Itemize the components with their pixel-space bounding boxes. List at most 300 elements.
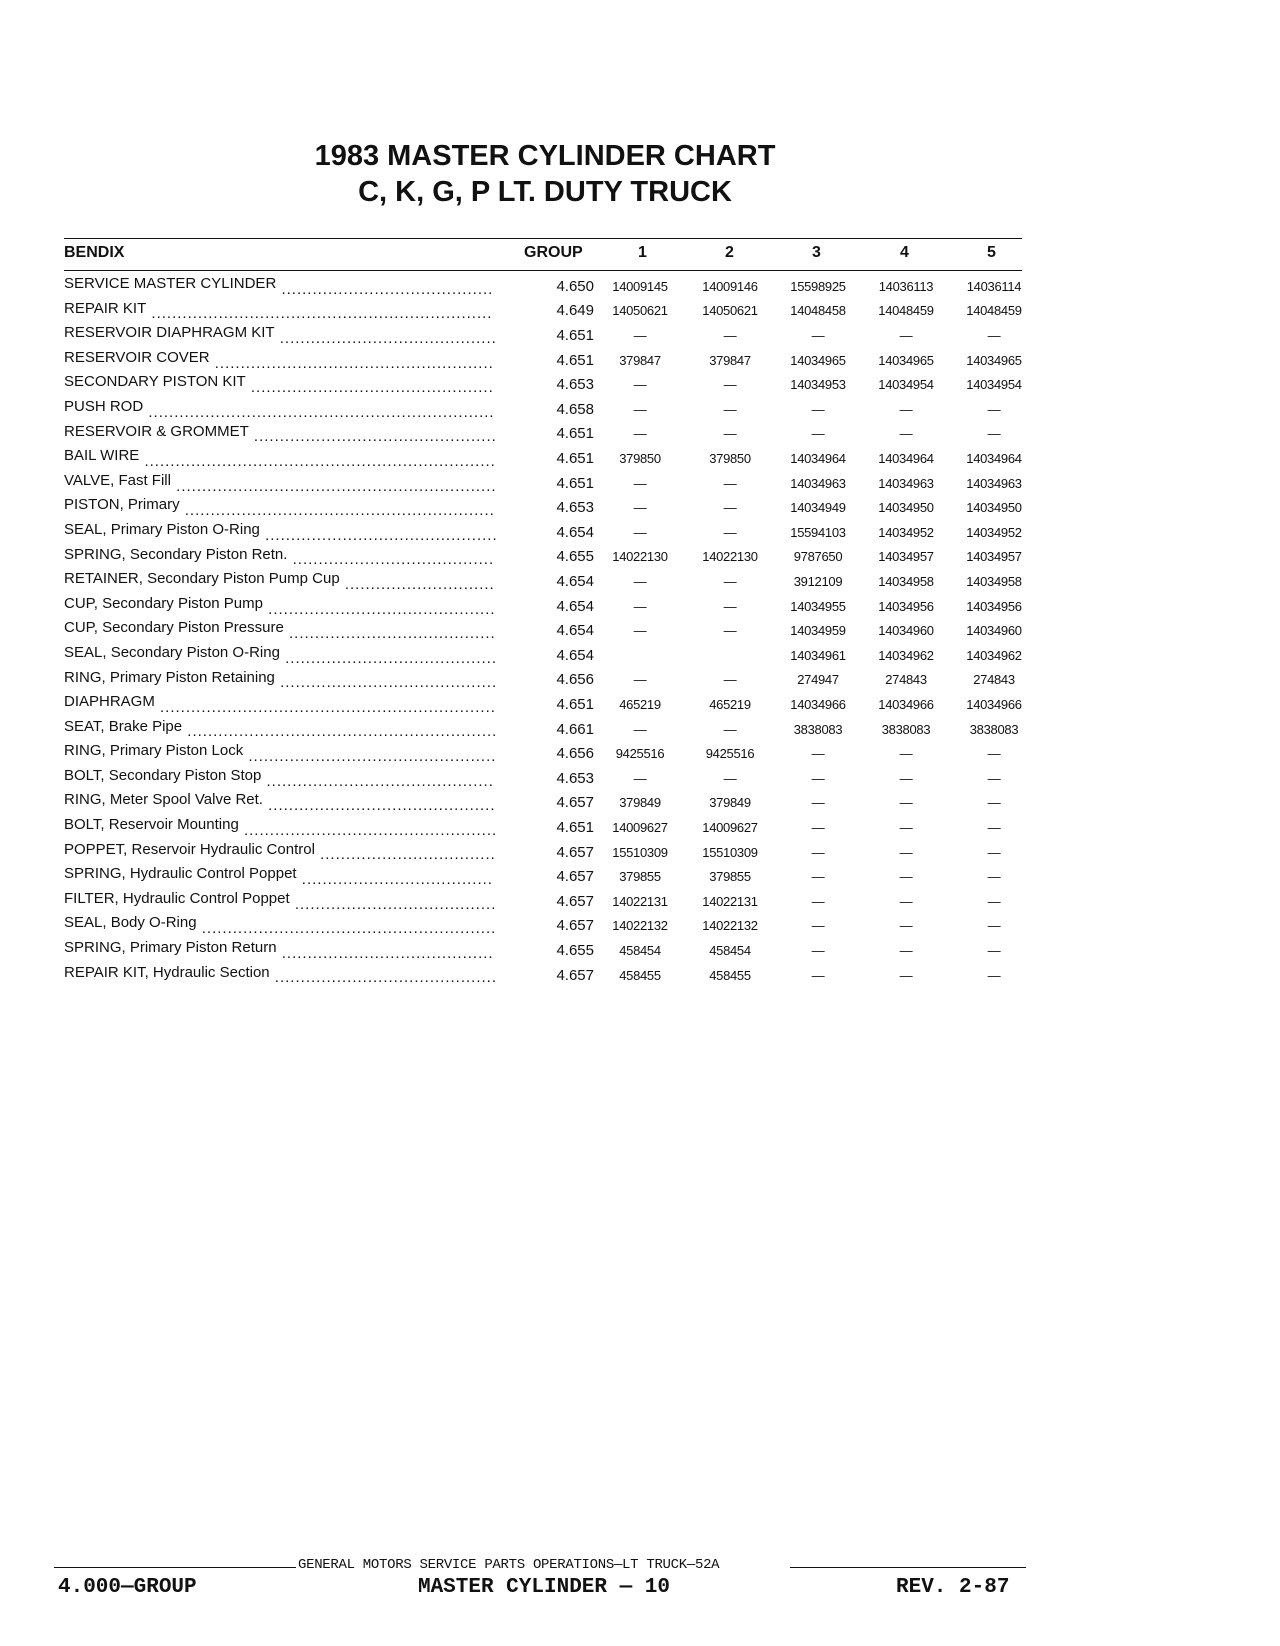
leader-dots: ............................................. (259, 526, 498, 544)
table-row (64, 964, 1038, 989)
part-description (64, 570, 504, 595)
part-number-col-5: 14034963 (966, 475, 1022, 491)
part-number-col-4: — (899, 770, 913, 786)
leader-dots: ................................................................... (143, 403, 495, 421)
table-header (64, 244, 1022, 266)
part-description-text: SEAL, Primary Piston O-Ring (64, 520, 260, 538)
table-row (64, 669, 1038, 694)
part-description-text: DIAPHRAGM (64, 693, 155, 711)
part-number-col-5: 14034956 (966, 598, 1022, 614)
part-description (64, 644, 504, 669)
title-line-2: C, K, G, P LT. DUTY TRUCK (358, 176, 732, 208)
part-number-col-4: — (899, 844, 913, 860)
part-number-col-5: 3838083 (969, 721, 1019, 737)
part-number-col-2: — (723, 672, 737, 688)
table-row (64, 546, 1038, 571)
part-number-col-4: 14034956 (878, 598, 934, 614)
table-row (64, 619, 1038, 644)
part-number-col-5: 14034954 (966, 377, 1022, 393)
part-description-text: BAIL WIRE (64, 447, 140, 465)
part-number-col-2: 9425516 (705, 746, 755, 762)
table-row (64, 324, 1038, 349)
part-number-col-1 (594, 644, 686, 669)
leader-dots: ......................................... (276, 944, 494, 962)
part-number-col-1: — (633, 770, 647, 786)
part-number-col-2: 379855 (709, 869, 751, 885)
part-number-col-1: 379849 (619, 795, 661, 811)
header-group: GROUP (524, 244, 583, 261)
group-number: 4.654 (556, 573, 594, 591)
part-number-col-3: — (811, 328, 825, 344)
leader-dots: .................................................................... (139, 452, 496, 470)
part-description (64, 890, 504, 915)
part-number-col-1: — (633, 524, 647, 540)
part-number-col-5: — (987, 401, 1001, 417)
part-number-col-4: — (899, 328, 913, 344)
part-number-col-1: 14050621 (612, 303, 668, 319)
part-description (64, 300, 504, 325)
part-description-text: RESERVOIR & GROMMET (64, 422, 249, 440)
table-row (64, 644, 1038, 669)
header-brand: BENDIX (64, 244, 125, 261)
leader-dots: ............................................ (262, 797, 496, 815)
part-description-text: SERVICE MASTER CYLINDER (64, 275, 277, 292)
part-number-col-4: 14034958 (878, 574, 934, 590)
part-number-col-5: — (987, 795, 1001, 811)
group-number: 4.651 (556, 425, 594, 443)
part-number-col-5: — (987, 967, 1001, 983)
part-number-col-1: — (633, 623, 647, 639)
part-number-col-4: 14034964 (878, 451, 934, 467)
group-number: 4.657 (556, 917, 594, 935)
part-description-text: VALVE, Fast Fill (64, 471, 171, 489)
part-description-text: SEAL, Body O-Ring (64, 914, 197, 932)
part-number-col-5: — (987, 893, 1001, 909)
part-number-col-2: — (723, 524, 737, 540)
part-number-col-4: — (899, 746, 913, 762)
part-number-col-3: — (811, 844, 825, 860)
part-number-col-3: — (811, 967, 825, 983)
part-number-col-3: 14034965 (790, 352, 846, 368)
group-number: 4.656 (556, 671, 594, 689)
part-number-col-4: — (899, 869, 913, 885)
part-description-text: SPRING, Secondary Piston Retn. (64, 545, 288, 563)
part-number-col-4: — (899, 401, 913, 417)
leader-dots: ............................................................ (179, 502, 495, 520)
part-number-col-1: — (633, 598, 647, 614)
footer-rule-right (790, 1567, 1026, 1568)
part-number-col-4: — (899, 967, 913, 983)
table-row (64, 718, 1038, 743)
group-number: 4.651 (556, 351, 594, 369)
part-description-text: RING, Primary Piston Retaining (64, 668, 275, 686)
group-number: 4.657 (556, 794, 594, 812)
part-number-col-3: 14034955 (790, 598, 846, 614)
footer-section-label: MASTER CYLINDER — 10 (417, 1576, 671, 1599)
part-number-col-3: 3838083 (793, 721, 843, 737)
leader-dots: ............................................... (248, 428, 497, 446)
part-number-col-3: — (811, 893, 825, 909)
part-number-col-2: — (723, 377, 737, 393)
header-col-3: 3 (812, 244, 821, 261)
table-row (64, 373, 1038, 398)
group-number: 4.654 (556, 622, 594, 640)
leader-dots: ................................................................. (154, 698, 496, 716)
part-number-col-1: 14022130 (612, 549, 668, 565)
table-row (64, 595, 1038, 620)
part-number-col-3: — (811, 795, 825, 811)
part-number-col-2: 14009146 (702, 278, 758, 294)
part-description (64, 324, 504, 349)
part-number-col-5: 14036114 (966, 278, 1022, 294)
table-row (64, 939, 1038, 964)
part-number-col-1: — (633, 328, 647, 344)
part-description (64, 914, 504, 939)
group-number: 4.655 (556, 941, 594, 959)
part-number-col-2: 14009627 (702, 819, 758, 835)
part-number-col-3: — (811, 869, 825, 885)
part-number-col-3: 14034949 (790, 500, 846, 516)
part-number-col-2: 14022132 (702, 918, 758, 934)
part-description (64, 595, 504, 620)
group-number: 4.654 (556, 523, 594, 541)
part-description (64, 939, 504, 964)
part-description (64, 816, 504, 841)
table-row (64, 300, 1038, 325)
group-number: 4.651 (556, 695, 594, 713)
part-number-col-2: 379850 (709, 451, 751, 467)
part-number-col-4: — (899, 819, 913, 835)
part-description (64, 669, 504, 694)
group-number: 4.661 (556, 720, 594, 738)
group-number: 4.654 (556, 597, 594, 615)
part-number-col-2 (686, 644, 774, 669)
leader-dots: ....................................... (289, 895, 497, 913)
part-description-text: BOLT, Reservoir Mounting (64, 816, 239, 834)
part-number-col-4: — (899, 795, 913, 811)
part-number-col-2: 14022131 (702, 893, 758, 909)
table-row (64, 767, 1038, 792)
part-number-col-5: 14048459 (966, 303, 1022, 319)
part-number-col-2: 14022130 (702, 549, 758, 565)
part-number-col-2: — (723, 426, 737, 442)
footer-group-label: 4.000—GROUP (58, 1576, 197, 1599)
part-number-col-5: — (987, 869, 1001, 885)
part-description (64, 767, 504, 792)
part-number-col-3: — (811, 918, 825, 934)
part-number-col-1: 379847 (619, 352, 661, 368)
part-description-text: SEAL, Secondary Piston O-Ring (64, 643, 280, 661)
part-number-col-1: 9425516 (615, 746, 665, 762)
part-description (64, 349, 504, 374)
part-number-col-4: 14034954 (878, 377, 934, 393)
group-number: 4.657 (556, 868, 594, 886)
part-number-col-2: 14050621 (702, 303, 758, 319)
part-number-col-5: — (987, 942, 1001, 958)
part-number-col-1: 458455 (619, 967, 661, 983)
header-col-4: 4 (900, 244, 909, 261)
leader-dots: ....................................... (287, 551, 495, 569)
part-description (64, 423, 504, 448)
header-bottom-rule (64, 270, 1022, 271)
group-number: 4.653 (556, 769, 594, 787)
group-number: 4.650 (556, 277, 594, 295)
part-description-text: SECONDARY PISTON KIT (64, 373, 246, 391)
part-number-col-5: — (987, 770, 1001, 786)
part-number-col-1: 465219 (619, 696, 661, 712)
leader-dots: ................................................. (238, 821, 498, 839)
part-number-col-2: — (723, 328, 737, 344)
part-number-col-1: 379850 (619, 451, 661, 467)
part-number-col-3: — (811, 942, 825, 958)
part-description-text: CUP, Secondary Piston Pump (64, 594, 263, 612)
part-number-col-2: — (723, 500, 737, 516)
part-number-col-1: — (633, 574, 647, 590)
part-number-col-3: 274947 (797, 672, 839, 688)
part-number-col-3: 14048458 (790, 303, 846, 319)
table-row (64, 447, 1038, 472)
leader-dots: .............................................................. (170, 477, 497, 495)
group-number: 4.657 (556, 843, 594, 861)
part-number-col-4: 14034960 (878, 623, 934, 639)
group-number: 4.649 (556, 302, 594, 320)
part-number-col-2: 458454 (709, 942, 751, 958)
part-number-col-4: — (899, 426, 913, 442)
leader-dots: ...................................................... (209, 354, 494, 372)
table-row (64, 521, 1038, 546)
part-number-col-5: 14034950 (966, 500, 1022, 516)
part-number-col-5: — (987, 819, 1001, 835)
part-number-col-3: — (811, 746, 825, 762)
part-number-col-1: — (633, 475, 647, 491)
table-row (64, 570, 1038, 595)
part-number-col-5: — (987, 844, 1001, 860)
part-description-text: PISTON, Primary (64, 496, 180, 514)
table-row (64, 423, 1038, 448)
table-row (64, 791, 1038, 816)
part-number-col-5: 14034960 (966, 623, 1022, 639)
part-number-col-4: — (899, 918, 913, 934)
part-number-col-1: 15510309 (612, 844, 668, 860)
leader-dots: ......................................... (276, 280, 494, 298)
part-number-col-5: — (987, 426, 1001, 442)
part-description (64, 373, 504, 398)
group-number: 4.657 (556, 892, 594, 910)
group-number: 4.655 (556, 548, 594, 566)
part-description-text: CUP, Secondary Piston Pressure (64, 619, 284, 637)
part-number-col-1: — (633, 426, 647, 442)
leader-dots: ............................. (339, 575, 495, 593)
part-description (64, 742, 504, 767)
part-number-col-4: 14036113 (878, 278, 934, 294)
part-number-col-4: 14034952 (878, 524, 934, 540)
part-number-col-2: — (723, 721, 737, 737)
group-number: 4.656 (556, 745, 594, 763)
part-description-text: RING, Meter Spool Valve Ret. (64, 791, 263, 809)
part-description (64, 521, 504, 546)
header-col-1: 1 (638, 244, 647, 261)
part-description-text: REPAIR KIT (64, 299, 147, 317)
header-col-5: 5 (987, 244, 996, 261)
part-description (64, 841, 504, 866)
part-number-col-3: 14034966 (790, 696, 846, 712)
part-number-col-3: 15598925 (790, 278, 846, 294)
part-number-col-2: — (723, 598, 737, 614)
table-row (64, 742, 1038, 767)
part-number-col-4: 14034965 (878, 352, 934, 368)
leader-dots: ......................................................... (196, 920, 497, 938)
group-number: 4.651 (556, 474, 594, 492)
part-number-col-5: 14034965 (966, 352, 1022, 368)
part-number-col-5: — (987, 918, 1001, 934)
group-number: 4.657 (556, 966, 594, 984)
leader-dots: ......................................... (279, 649, 497, 667)
part-number-col-1: 379855 (619, 869, 661, 885)
group-number: 4.651 (556, 450, 594, 468)
part-number-col-4: 14034966 (878, 696, 934, 712)
part-number-col-3: 15594103 (790, 524, 846, 540)
part-number-col-3: 14034961 (790, 647, 846, 663)
group-number: 4.653 (556, 499, 594, 517)
part-number-col-5: 14034962 (966, 647, 1022, 663)
leader-dots: ............................................ (261, 772, 494, 790)
part-number-col-4: 14034950 (878, 500, 934, 516)
part-description-text: POPPET, Reservoir Hydraulic Control (64, 840, 315, 858)
group-number: 4.651 (556, 818, 594, 836)
part-number-col-5: 14034957 (966, 549, 1022, 565)
part-number-col-1: 458454 (619, 942, 661, 958)
part-description (64, 791, 504, 816)
header-top-rule (64, 238, 1022, 239)
part-description (64, 447, 504, 472)
chart-title (0, 138, 1090, 210)
part-number-col-5: 14034966 (966, 696, 1022, 712)
part-number-col-4: 14034962 (878, 647, 934, 663)
part-number-col-4: 14034957 (878, 549, 934, 565)
part-number-col-5: 274843 (973, 672, 1015, 688)
leader-dots: ........................................ (283, 625, 496, 643)
part-number-col-3: — (811, 770, 825, 786)
part-number-col-4: — (899, 942, 913, 958)
table-row (64, 865, 1038, 890)
group-number: 4.654 (556, 646, 594, 664)
part-description-text: SPRING, Primary Piston Return (64, 939, 277, 957)
part-number-col-4: 14048459 (878, 303, 934, 319)
footer-revision: REV. 2-87 (896, 1576, 1010, 1599)
table-row (64, 693, 1038, 718)
part-number-col-2: — (723, 401, 737, 417)
part-number-col-3: 14034964 (790, 451, 846, 467)
leader-dots: ............................................................ (182, 723, 498, 741)
part-description (64, 472, 504, 497)
part-number-col-5: 14034958 (966, 574, 1022, 590)
part-number-col-1: — (633, 672, 647, 688)
part-number-col-5: — (987, 746, 1001, 762)
footer-rule-left (54, 1567, 298, 1568)
part-number-col-2: — (723, 623, 737, 639)
part-description (64, 964, 504, 989)
part-description (64, 718, 504, 743)
part-description (64, 865, 504, 890)
part-number-col-3: 9787650 (793, 549, 843, 565)
part-number-col-2: 458455 (709, 967, 751, 983)
part-number-col-5: 14034964 (966, 451, 1022, 467)
leader-dots: ........................................... (269, 969, 498, 987)
table-row (64, 472, 1038, 497)
part-number-col-3: — (811, 819, 825, 835)
part-description-text: RING, Primary Piston Lock (64, 742, 244, 760)
table-row (64, 816, 1038, 841)
part-description-text: FILTER, Hydraulic Control Poppet (64, 889, 290, 907)
part-description (64, 619, 504, 644)
parts-table-body (64, 275, 1038, 988)
part-number-col-2: — (723, 770, 737, 786)
part-number-col-5: — (987, 328, 1001, 344)
title-line-1: 1983 MASTER CYLINDER CHART (314, 140, 776, 172)
table-row (64, 914, 1038, 939)
part-number-col-4: — (899, 893, 913, 909)
part-number-col-4: 274843 (885, 672, 927, 688)
table-row (64, 398, 1038, 423)
part-number-col-1: 14009627 (612, 819, 668, 835)
part-description-text: SEAT, Brake Pipe (64, 717, 183, 735)
footer-source-line: GENERAL MOTORS SERVICE PARTS OPERATIONS—LT TRUCK—52A (298, 1557, 720, 1573)
part-description-text: PUSH ROD (64, 397, 144, 415)
table-row (64, 841, 1038, 866)
part-number-col-3: — (811, 401, 825, 417)
part-number-col-2: 379849 (709, 795, 751, 811)
part-number-col-3: 3912109 (793, 574, 843, 590)
leader-dots: .................................. (314, 846, 496, 864)
part-number-col-1: — (633, 721, 647, 737)
part-number-col-4: 14034963 (878, 475, 934, 491)
part-description-text: RETAINER, Secondary Piston Pump Cup (64, 570, 340, 588)
part-description-text: BOLT, Secondary Piston Stop (64, 766, 262, 784)
part-description-text: RESERVOIR DIAPHRAGM KIT (64, 324, 275, 342)
part-number-col-3: 14034953 (790, 377, 846, 393)
part-description (64, 496, 504, 521)
group-number: 4.658 (556, 400, 594, 418)
leader-dots: ..................................... (296, 871, 493, 889)
part-description (64, 546, 504, 571)
part-number-col-1: 14009145 (612, 278, 668, 294)
table-row (64, 890, 1038, 915)
part-number-col-4: 3838083 (881, 721, 931, 737)
part-number-col-3: — (811, 426, 825, 442)
part-number-col-1: — (633, 401, 647, 417)
part-number-col-2: 15510309 (702, 844, 758, 860)
part-number-col-1: — (633, 377, 647, 393)
header-col-2: 2 (725, 244, 734, 261)
part-description-text: SPRING, Hydraulic Control Poppet (64, 865, 297, 883)
table-row (64, 275, 1038, 300)
leader-dots: ................................................ (243, 748, 497, 766)
leader-dots: ............................................... (245, 379, 494, 397)
parts-table (64, 275, 1038, 988)
leader-dots: .......................................... (274, 674, 498, 692)
part-number-col-2: 379847 (709, 352, 751, 368)
group-number: 4.653 (556, 376, 594, 394)
part-description-text: REPAIR KIT, Hydraulic Section (64, 963, 270, 981)
part-number-col-1: — (633, 500, 647, 516)
group-number: 4.651 (556, 327, 594, 345)
leader-dots: .................................................................. (146, 305, 493, 323)
part-number-col-2: — (723, 475, 737, 491)
part-description (64, 693, 504, 718)
part-number-col-1: 14022131 (612, 893, 668, 909)
part-number-col-5: 14034952 (966, 524, 1022, 540)
part-number-col-2: — (723, 574, 737, 590)
